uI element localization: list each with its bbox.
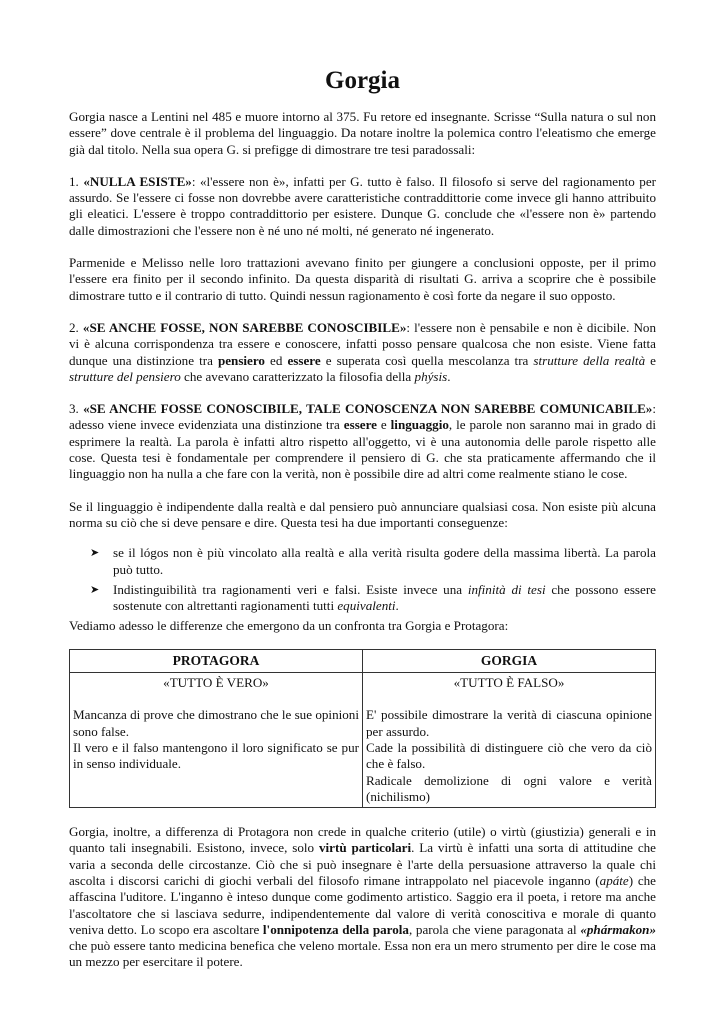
term-strutture-realta: strutture della realtà — [533, 352, 646, 368]
thesis-2-paragraph — [69, 320, 656, 385]
gorgia-point: Cade la possibilità di distinguere ciò che vero da ciò che è falso. — [366, 739, 652, 772]
thesis-1-title: «NULLA ESISTE» — [83, 173, 192, 189]
term-equivalenti: equivalenti — [337, 598, 396, 614]
final-paragraph — [69, 824, 656, 971]
term-onnipotenza-parola: l'onnipotenza della parola — [262, 921, 409, 937]
term-essere: essere — [343, 417, 377, 433]
thesis-1-text: : «l'essere non è», infatti per G. tutto è falso. Il filosofo si serve del ragionamento per assurdo. Se l'essere ci fosse non dovrebbe avere caratteristiche contraddittorie come invece gli hanno attribuito gli eleatici. L'essere è troppo contraddittorio per esistere. Dunque G. conclude che «l'essere non è» partendo dalle dimostrazioni che l'essere non è né uno né molti, né generato né ingenerato. — [69, 173, 657, 238]
final-text: . La virtù è infatti una sorta di attitudine che varia a seconda delle circostanze. Ciò che si può insegnare è l'arte della persuasione attraverso la quale chi ascolta i discorsi carichi di giochi verbali del filosofo rimane intrappolato nel piacevole inganno ( — [69, 840, 656, 888]
protagora-cell — [70, 673, 363, 808]
gorgia-point: Radicale demolizione di ogni valore e verità (nichilismo) — [366, 772, 652, 804]
arrow-bullet-icon: ➤ — [90, 546, 100, 560]
list-text-part: che possono essere sostenute con altrettanti ragionamenti tutti — [113, 581, 656, 614]
gorgia-point: E' possibile dimostrare la verità di ciascuna opinione per assurdo. — [366, 707, 652, 739]
list-item-text — [99, 582, 656, 615]
list-text-part: . — [395, 598, 399, 614]
page-title: Gorgia — [325, 67, 400, 94]
gorgia-cell — [363, 673, 656, 808]
list-text-part: Indistinguibilità tra ragionamenti veri e falsi. Esiste invece una — [113, 581, 468, 597]
final-text: ) che affascina l'uditore. L'inganno è inteso dunque come godimento artistico. Saggio era il poeta, i retore ma anche l'ascoltatore che si lasciava sedurre, indipendentemente dal valore di verità conoscitiva e morale di quanto veniva detto. Lo scopo era ascoltare — [69, 872, 656, 937]
term-virtu-particolari: virtù particolari — [318, 840, 412, 856]
thesis-2-text: . — [447, 368, 451, 384]
term-pharmakon: «phármakon» — [580, 921, 657, 937]
header-gorgia: GORGIA — [363, 649, 656, 672]
consequences-list — [69, 545, 656, 614]
intro-paragraph: Gorgia nasce a Lentini nel 485 e muore intorno al 375. Fu retore ed insegnante. Scrisse “Sulla natura o sul non essere” dove centrale è il problema del linguaggio. Da notare inoltre la polemica contro l'eleatismo che emerge già dal titolo. Nella sua opera G. si prefigge di dimostrare tre tesi paradossali: — [69, 109, 656, 157]
arrow-bullet-icon: ➤ — [90, 582, 100, 596]
table-row — [70, 673, 656, 808]
list-item-text: se il lógos non è più vincolato alla realtà e alla verità risulta godere della massima libertà. La parola può tutto. — [113, 545, 656, 577]
protagora-motto: «TUTTO È VERO» — [163, 675, 269, 691]
parmenide-paragraph: Parmenide e Melisso nelle loro trattazioni avevano finito per giungere a conclusioni opposte, per il primo l'essere era finito per il secondo infinito. Da questa disparità di risultati G. arriva a scoprire che è possibile dimostrare tutto e il contrario di tutto. Quindi nessun ragionamento è così forte da negare il suo opposto. — [69, 255, 656, 303]
thesis-3-paragraph — [69, 401, 656, 482]
term-essere: essere — [287, 352, 321, 368]
thesis-3-number: 3. — [69, 401, 84, 417]
header-protagora: PROTAGORA — [70, 649, 363, 672]
thesis-2-text: ed — [264, 352, 288, 368]
thesis-3-title: «SE ANCHE FOSSE CONOSCIBILE, TALE CONOSCENZA NON SAREBBE COMUNICABILE» — [83, 401, 653, 417]
final-text: , parola che viene paragonata al — [408, 921, 581, 937]
term-infinita-tesi: infinità di tesi — [467, 581, 546, 597]
thesis-2-text: che avevano caratterizzato la filosofia della — [180, 368, 415, 384]
thesis-2-text: : l'essere non è pensabile e non è dicibile. Non vi è alcuna corrispondenza tra essere e conoscere, infatti posso pensare qualcosa che non esiste. Viene fatta dunque una distinzione tra — [69, 319, 657, 368]
thesis-3-text: : adesso viene invece evidenziata una distinzione tra — [69, 401, 656, 433]
thesis-2-text: e superata così quella mescolanza tra — [320, 352, 534, 368]
final-text: Gorgia, inoltre, a differenza di Protagora non crede in qualche criterio (utile) o virtù (giustizia) generali e in quanto tali insegnabili. Esistono, invece, solo — [69, 824, 656, 856]
list-item — [69, 582, 656, 615]
gorgia-motto: «TUTTO È FALSO» — [453, 675, 565, 691]
final-text: che può essere tanto medicina benefica che veleno mortale. Essa non era un mero strumento per dire le cose ma un mezzo per esercitare il potere. — [69, 938, 656, 970]
term-physis: phýsis — [414, 368, 448, 384]
linguaggio-paragraph: Se il linguaggio è indipendente dalla realtà e dal pensiero può annunciare qualsiasi cosa. Non esiste più alcuna norma su ciò che si deve pensare e dire. Questa tesi ha due importanti conseguenze: — [69, 498, 656, 530]
thesis-3-text: e — [376, 417, 391, 433]
thesis-2-title: «SE ANCHE FOSSE, NON SAREBBE CONOSCIBILE» — [82, 319, 407, 335]
vediamo-paragraph: Vediamo adesso le differenze che emergono da un confronta tra Gorgia e Protagora: — [69, 618, 509, 634]
thesis-2-number: 2. — [69, 319, 83, 335]
table-header-row — [70, 649, 656, 672]
comparison-table — [69, 649, 656, 808]
term-pensiero: pensiero — [217, 352, 265, 368]
protagora-point: Il vero e il falso mantengono il loro significato se pur in senso individuale. — [73, 739, 359, 772]
term-linguaggio: linguaggio — [390, 417, 449, 433]
term-strutture-pensiero: strutture del pensiero — [69, 368, 181, 384]
protagora-point: Mancanza di prove che dimostrano che le sue opinioni sono false. — [73, 707, 359, 739]
list-item — [69, 545, 656, 578]
thesis-3-text: , le parole non saranno mai in grado di esprimere la realtà. La parola è infatti altro rispetto all'oggetto, vi è una autonomia delle parole rispetto alle cose. Questa tesi è fondamentale per comprendere il pensiero di G. che sta praticamente affermando che il linguaggio non ha nulla a che fare con la verità, non è possibile dire ad altri come realmente stiano le cose. — [69, 417, 656, 482]
term-apate: apáte — [599, 872, 629, 888]
thesis-2-text: e — [645, 352, 656, 368]
thesis-1-paragraph — [69, 174, 656, 239]
thesis-1-number: 1. — [69, 173, 84, 189]
